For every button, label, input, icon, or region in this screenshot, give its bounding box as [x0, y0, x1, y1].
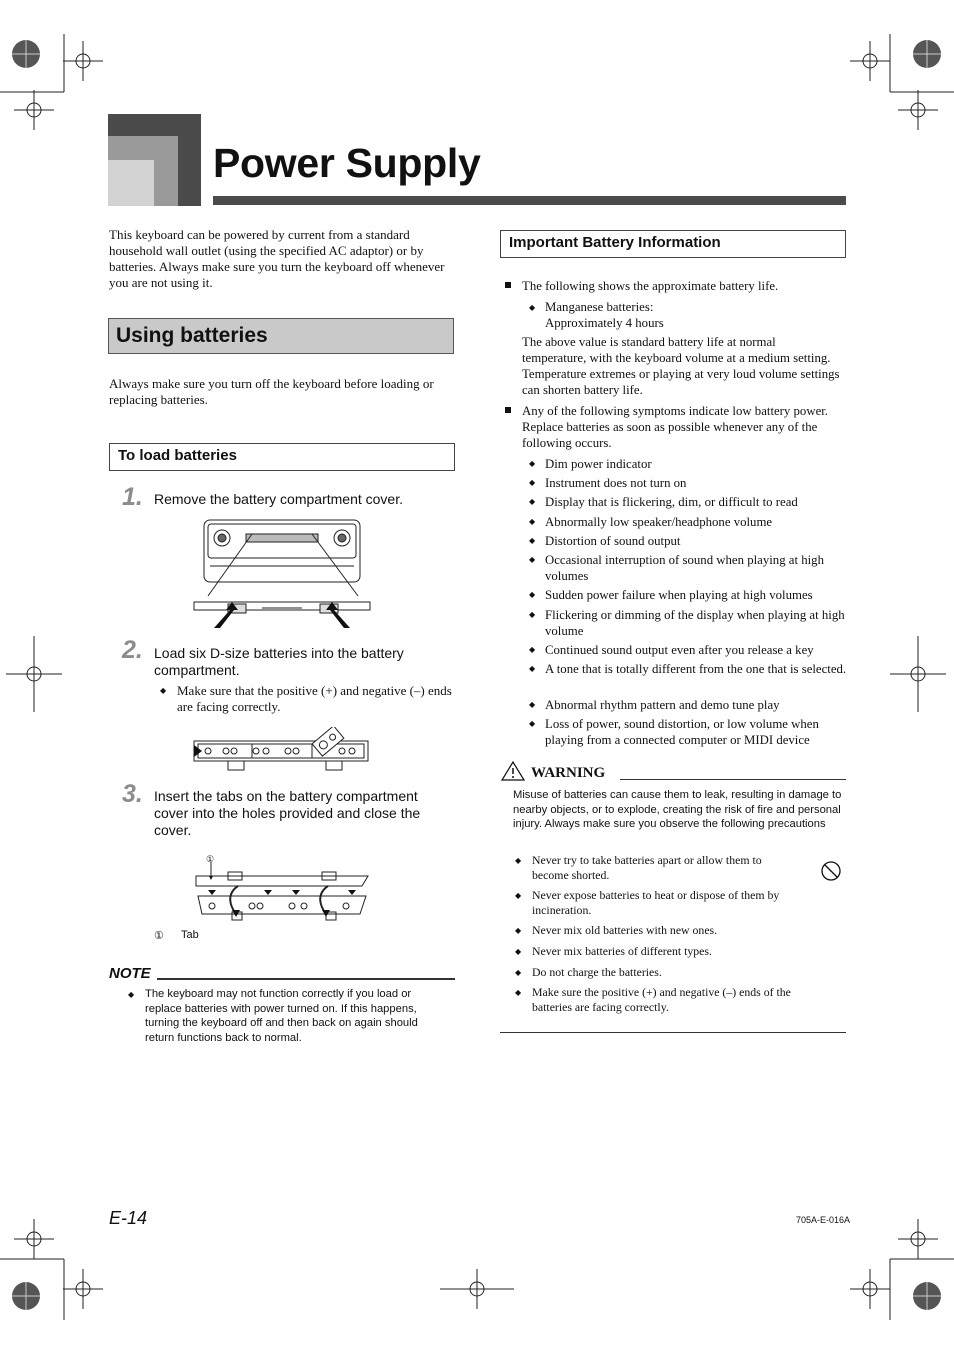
- step-number: 3.: [122, 780, 143, 808]
- callout-number: ①: [206, 854, 215, 864]
- info-paragraph: The above value is standard battery life at normal temperature, with the keyboard volume at a medium setting. Temperature extremes or playing at very loud volume settings can shorten battery life.: [522, 335, 840, 397]
- subheading-load-batteries: To load batteries: [109, 443, 455, 471]
- using-batteries-text: Always make sure you turn off the keyboard before loading or replacing batteries.: [109, 376, 434, 407]
- note-label: NOTE: [109, 965, 151, 982]
- bullet-icon: ◆: [160, 686, 167, 695]
- warning-item-text: Do not charge the batteries.: [532, 965, 662, 979]
- section-end-rule: [500, 1032, 846, 1033]
- warning-text: Misuse of batteries can cause them to leak, resulting in damage to nearby objects, or to explode, creating the risk of fire and personal injury. Always make sure you observe the following precautions: [513, 789, 842, 830]
- warning-item-text: Never expose batteries to heat or dispose of them by incineration.: [532, 888, 780, 917]
- bullet-icon: ◆: [515, 947, 522, 956]
- step-number: 1.: [122, 483, 143, 511]
- manganese-value: Approximately 4 hours: [545, 316, 664, 330]
- manganese-label: Manganese batteries:: [545, 300, 654, 314]
- bullet-icon: ◆: [515, 988, 522, 997]
- bullet-icon: ◆: [529, 459, 536, 468]
- info-item: Any of the following symptoms indicate low battery power. Replace batteries as soon as possible whenever any of the following occurs.: [522, 404, 829, 450]
- bullet-icon: ◆: [529, 555, 536, 564]
- battery-compartment-illustration: [192, 727, 372, 773]
- bullet-icon: ◆: [529, 536, 536, 545]
- symptom-text: Loss of power, sound distortion, or low volume when playing from a connected computer or MIDI device: [545, 717, 819, 747]
- step-text: Load six D-size batteries into the battery compartment.: [154, 645, 404, 678]
- square-bullet-icon: [505, 282, 511, 288]
- warning-label: WARNING: [531, 765, 606, 781]
- symptom-text: Instrument does not turn on: [545, 476, 687, 490]
- bullet-icon: ◆: [529, 517, 536, 526]
- subheading-important-battery-information: Important Battery Information: [500, 230, 846, 258]
- warning-item-text: Never mix batteries of different types.: [532, 944, 712, 958]
- callout-label: Tab: [181, 929, 199, 941]
- warning-item-text: Never try to take batteries apart or allow them to become shorted.: [532, 853, 762, 882]
- step-bullet: Make sure that the positive (+) and negative (–) ends are facing correctly.: [177, 683, 452, 714]
- info-item: The following shows the approximate battery life.: [522, 279, 779, 293]
- warning-rule: [620, 779, 846, 780]
- symptom-text: Abnormally low speaker/headphone volume: [545, 515, 773, 529]
- symptom-text: Sudden power failure when playing at high volumes: [545, 588, 813, 602]
- bullet-icon: ◆: [529, 590, 536, 599]
- symptom-text: Flickering or dimming of the display when playing at high volume: [545, 608, 845, 638]
- keyboard-rear-illustration: [192, 518, 374, 630]
- section-heading-using-batteries: Using batteries: [108, 318, 454, 354]
- symptom-text: Occasional interruption of sound when playing at high volumes: [545, 553, 824, 583]
- step-number: 2.: [122, 636, 143, 664]
- bullet-icon: ◆: [529, 700, 536, 709]
- bullet-icon: ◆: [529, 610, 536, 619]
- step-text: Insert the tabs on the battery compartment cover into the holes provided and close the cover.: [154, 788, 421, 838]
- cover-tabs-illustration: [192, 852, 374, 922]
- symptom-text: Distortion of sound output: [545, 534, 681, 548]
- bullet-icon: ◆: [529, 645, 536, 654]
- page-title: Power Supply: [213, 140, 481, 186]
- bullet-icon: ◆: [529, 303, 536, 312]
- page-number: E-14: [109, 1208, 148, 1228]
- symptom-text: Abnormal rhythm pattern and demo tune play: [545, 698, 780, 712]
- bullet-icon: ◆: [515, 891, 522, 900]
- bullet-icon: ◆: [529, 497, 536, 506]
- bullet-icon: ◆: [529, 719, 536, 728]
- title-rule: [213, 196, 846, 205]
- bullet-icon: ◆: [515, 856, 522, 865]
- bullet-icon: ◆: [515, 968, 522, 977]
- warning-item-text: Make sure the positive (+) and negative (–) ends of the batteries are facing correctly.: [532, 985, 791, 1014]
- note-text: The keyboard may not function correctly if you load or replace batteries with power turned on. If this happens, turning the keyboard off and then back on again should return functions back to normal.: [145, 988, 418, 1044]
- bullet-icon: ◆: [529, 664, 536, 673]
- symptom-text: A tone that is totally different from the one that is selected.: [545, 662, 847, 676]
- bullet-icon: ◆: [529, 478, 536, 487]
- warning-triangle-icon: [501, 761, 525, 781]
- warning-item-text: Never mix old batteries with new ones.: [532, 923, 718, 937]
- title-decoration: [108, 114, 201, 206]
- square-bullet-icon: [505, 407, 511, 413]
- bullet-icon: ◆: [128, 990, 135, 999]
- note-rule: [157, 978, 455, 980]
- step-text: Remove the battery compartment cover.: [154, 491, 403, 507]
- document-code: 705A-E-016A: [796, 1215, 851, 1225]
- symptom-text: Dim power indicator: [545, 457, 652, 471]
- callout-number: ①: [154, 930, 164, 942]
- symptom-text: Display that is flickering, dim, or difficult to read: [545, 495, 798, 509]
- prohibited-icon: [820, 860, 842, 882]
- bullet-icon: ◆: [515, 926, 522, 935]
- symptom-text: Continued sound output even after you release a key: [545, 643, 814, 657]
- intro-paragraph: This keyboard can be powered by current from a standard household wall outlet (using the specified AC adaptor) or by batteries. Always make sure you turn the keyboard off whenever you are not using it.: [109, 227, 445, 290]
